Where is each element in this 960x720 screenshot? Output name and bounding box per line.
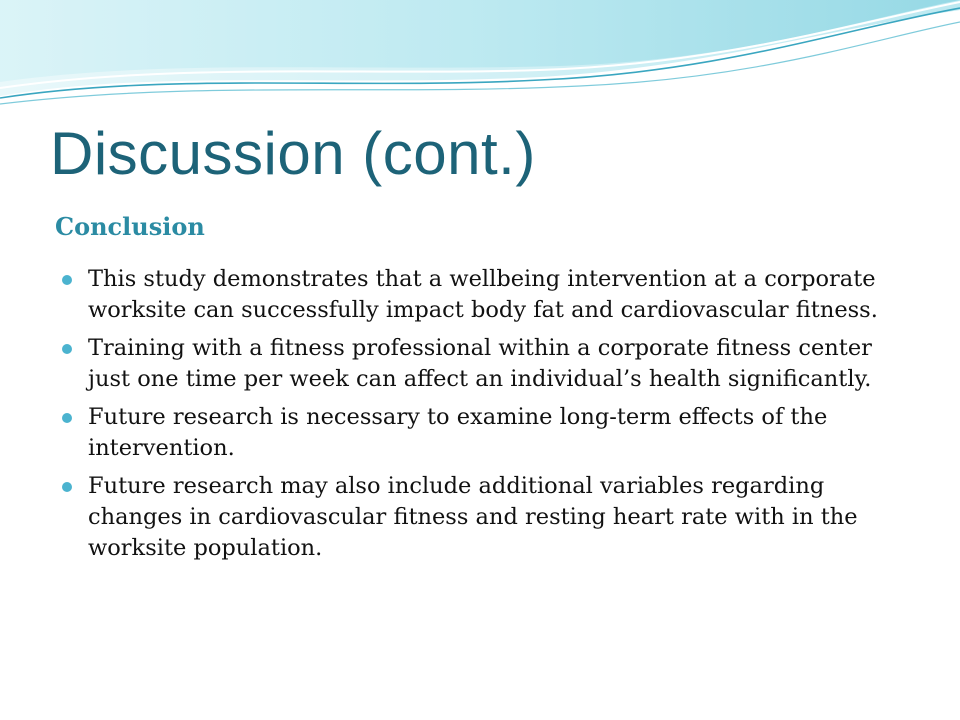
bullet-dot-icon: [62, 482, 72, 492]
bullet-item: [62, 264, 902, 326]
bullet-dot-icon: [62, 344, 72, 354]
bullet-text: Future research is necessary to examine long-term effects of the intervention.: [88, 404, 828, 461]
bullet-list: [62, 264, 902, 571]
bullet-item: [62, 471, 902, 564]
header-wave-decoration: [0, 0, 960, 120]
slide-title: Discussion (cont.): [50, 120, 536, 187]
bullet-item: [62, 333, 902, 395]
bullet-text: Training with a fitness professional within a corporate fitness center just one time per week can affect an individual’s health significantly.: [88, 335, 872, 392]
bullet-text: Future research may also include additional variables regarding changes in cardiovascular fitness and resting heart rate with in the worksite population.: [88, 473, 858, 561]
bullet-text: This study demonstrates that a wellbeing intervention at a corporate worksite can successfully impact body fat and cardiovascular fitness.: [88, 266, 878, 323]
bullet-item: [62, 402, 902, 464]
slide-subtitle: Conclusion: [55, 212, 205, 241]
bullet-dot-icon: [62, 275, 72, 285]
bullet-dot-icon: [62, 413, 72, 423]
